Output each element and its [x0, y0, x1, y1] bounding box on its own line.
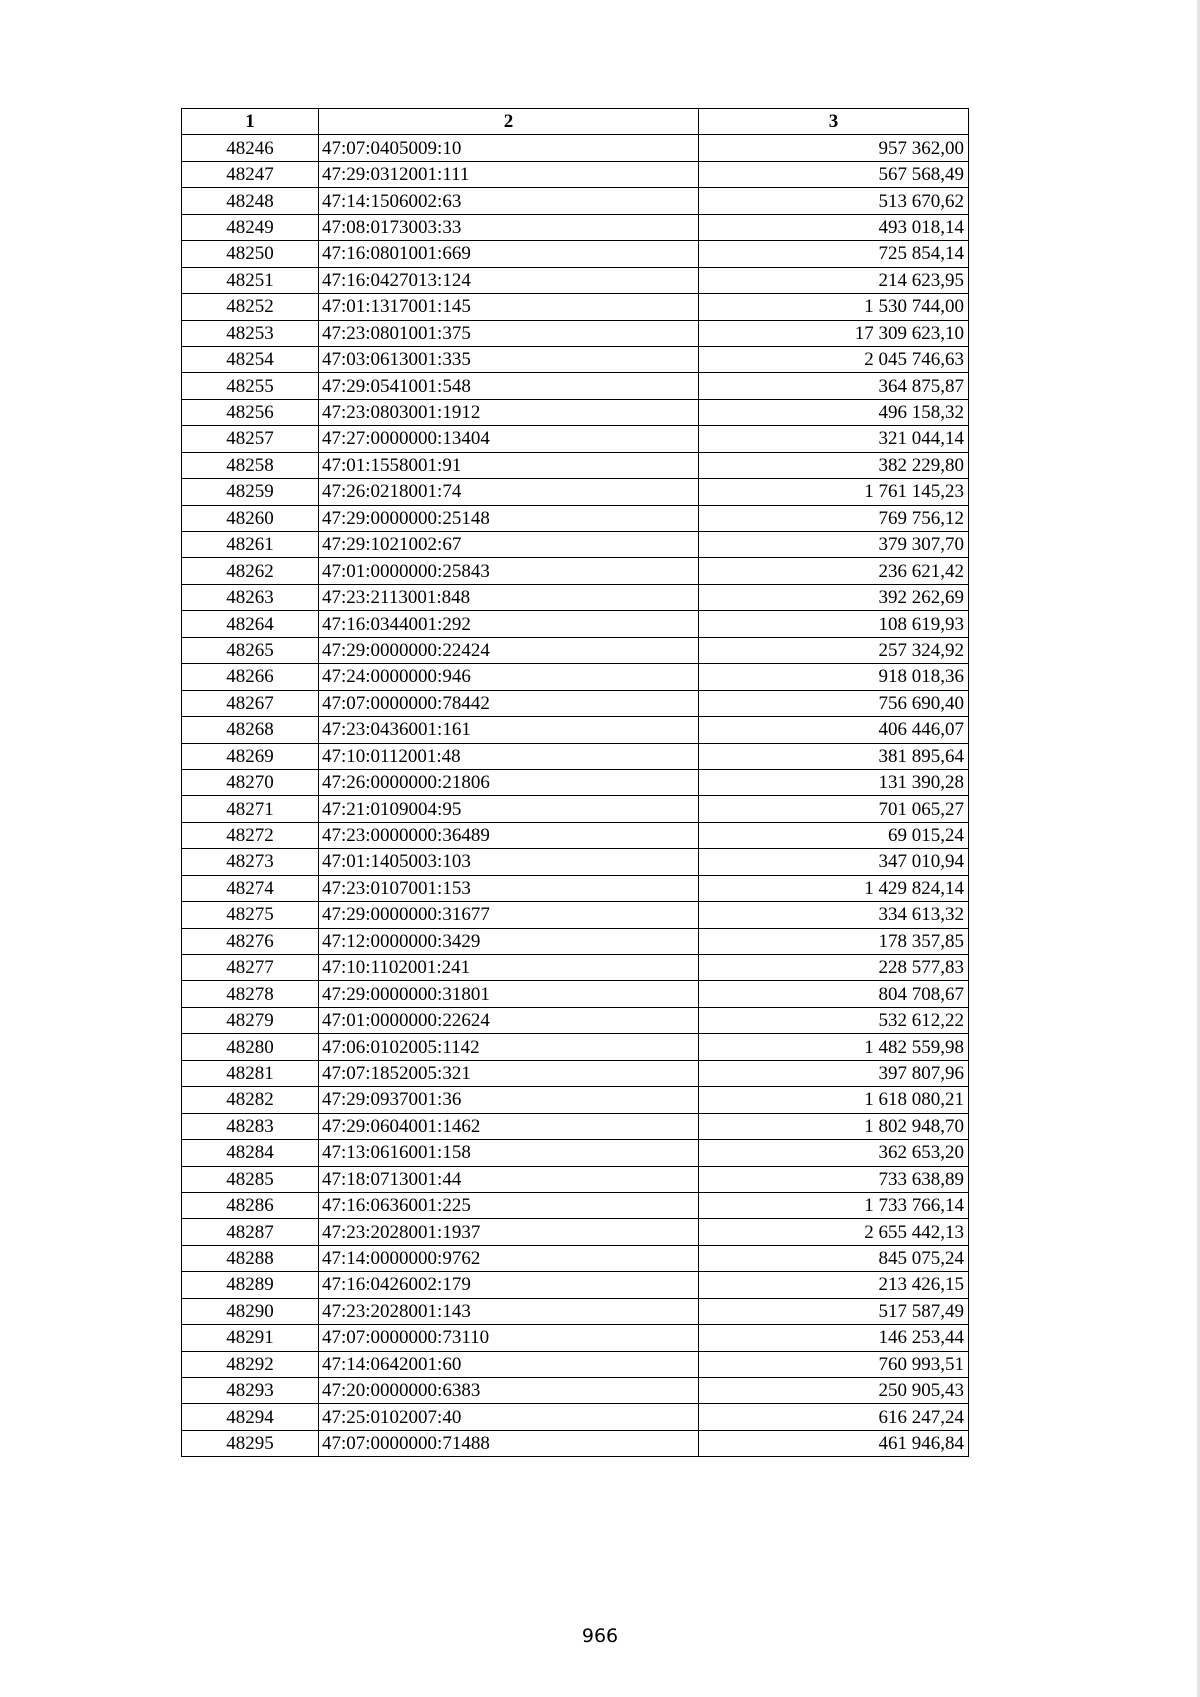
cadastral-value-cell: 17 309 623,10 [699, 320, 969, 346]
cadastral-value-cell: 1 761 145,23 [699, 479, 969, 505]
cadastral-number-cell: 47:07:1852005:321 [319, 1060, 699, 1086]
cadastral-value-cell: 1 802 948,70 [699, 1113, 969, 1139]
cadastral-value-cell: 918 018,36 [699, 664, 969, 690]
row-number-cell: 48277 [182, 955, 319, 981]
cadastral-value-table [181, 108, 969, 1457]
cadastral-number-cell: 47:23:0803001:1912 [319, 399, 699, 425]
cadastral-number-cell: 47:06:0102005:1142 [319, 1034, 699, 1060]
row-number-cell: 48273 [182, 849, 319, 875]
row-number-cell: 48283 [182, 1113, 319, 1139]
cadastral-value-cell: 214 623,95 [699, 267, 969, 293]
cadastral-value-cell: 496 158,32 [699, 399, 969, 425]
cadastral-number-cell: 47:24:0000000:946 [319, 664, 699, 690]
cadastral-value-cell: 381 895,64 [699, 743, 969, 769]
table-row [182, 1034, 969, 1060]
row-number-cell: 48287 [182, 1219, 319, 1245]
row-number-cell: 48279 [182, 1007, 319, 1033]
row-number-cell: 48254 [182, 346, 319, 372]
table-row [182, 849, 969, 875]
cadastral-value-cell: 178 357,85 [699, 928, 969, 954]
cadastral-number-cell: 47:08:0173003:33 [319, 214, 699, 240]
table-row [182, 1113, 969, 1139]
table-row [182, 743, 969, 769]
cadastral-value-cell: 131 390,28 [699, 769, 969, 795]
cadastral-number-cell: 47:29:0000000:31801 [319, 981, 699, 1007]
table-row [182, 294, 969, 320]
row-number-cell: 48268 [182, 717, 319, 743]
cadastral-number-cell: 47:07:0000000:71488 [319, 1430, 699, 1456]
cadastral-number-cell: 47:29:0000000:25148 [319, 505, 699, 531]
row-number-cell: 48260 [182, 505, 319, 531]
row-number-cell: 48280 [182, 1034, 319, 1060]
row-number-cell: 48266 [182, 664, 319, 690]
cadastral-number-cell: 47:10:1102001:241 [319, 955, 699, 981]
cadastral-number-cell: 47:14:0000000:9762 [319, 1245, 699, 1271]
cadastral-number-cell: 47:26:0000000:21806 [319, 769, 699, 795]
cadastral-number-cell: 47:16:0427013:124 [319, 267, 699, 293]
cadastral-number-cell: 47:29:0000000:31677 [319, 902, 699, 928]
cadastral-value-cell: 362 653,20 [699, 1140, 969, 1166]
cadastral-value-cell: 406 446,07 [699, 717, 969, 743]
table-row [182, 690, 969, 716]
table-row [182, 1430, 969, 1456]
table-row [182, 1351, 969, 1377]
table-row [182, 769, 969, 795]
cadastral-value-cell: 379 307,70 [699, 532, 969, 558]
row-number-cell: 48249 [182, 214, 319, 240]
row-number-cell: 48264 [182, 611, 319, 637]
row-number-cell: 48251 [182, 267, 319, 293]
cadastral-value-cell: 392 262,69 [699, 584, 969, 610]
row-number-cell: 48267 [182, 690, 319, 716]
cadastral-value-cell: 257 324,92 [699, 637, 969, 663]
cadastral-number-cell: 47:12:0000000:3429 [319, 928, 699, 954]
table-row [182, 1087, 969, 1113]
table-row [182, 558, 969, 584]
table-row [182, 1325, 969, 1351]
cadastral-value-cell: 250 905,43 [699, 1378, 969, 1404]
table-row [182, 1404, 969, 1430]
cadastral-value-cell: 347 010,94 [699, 849, 969, 875]
cadastral-value-cell: 701 065,27 [699, 796, 969, 822]
cadastral-value-cell: 513 670,62 [699, 188, 969, 214]
table-row [182, 135, 969, 161]
cadastral-number-cell: 47:01:0000000:22624 [319, 1007, 699, 1033]
row-number-cell: 48292 [182, 1351, 319, 1377]
cadastral-value-cell: 845 075,24 [699, 1245, 969, 1271]
row-number-cell: 48285 [182, 1166, 319, 1192]
cadastral-number-cell: 47:26:0218001:74 [319, 479, 699, 505]
cadastral-value-cell: 213 426,15 [699, 1272, 969, 1298]
cadastral-number-cell: 47:21:0109004:95 [319, 796, 699, 822]
table-row [182, 346, 969, 372]
cadastral-number-cell: 47:23:2113001:848 [319, 584, 699, 610]
table-row [182, 214, 969, 240]
cadastral-value-cell: 532 612,22 [699, 1007, 969, 1033]
row-number-cell: 48281 [182, 1060, 319, 1086]
header-col-1: 1 [182, 109, 319, 135]
row-number-cell: 48262 [182, 558, 319, 584]
row-number-cell: 48257 [182, 426, 319, 452]
table-row [182, 1140, 969, 1166]
table-row [182, 1166, 969, 1192]
header-col-2: 2 [319, 109, 699, 135]
cadastral-value-cell: 725 854,14 [699, 241, 969, 267]
table-row [182, 584, 969, 610]
cadastral-number-cell: 47:29:0312001:111 [319, 161, 699, 187]
row-number-cell: 48284 [182, 1140, 319, 1166]
cadastral-value-cell: 957 362,00 [699, 135, 969, 161]
cadastral-number-cell: 47:07:0000000:73110 [319, 1325, 699, 1351]
cadastral-number-cell: 47:23:2028001:143 [319, 1298, 699, 1324]
row-number-cell: 48288 [182, 1245, 319, 1271]
row-number-cell: 48247 [182, 161, 319, 187]
row-number-cell: 48261 [182, 532, 319, 558]
row-number-cell: 48275 [182, 902, 319, 928]
cadastral-number-cell: 47:23:0107001:153 [319, 875, 699, 901]
cadastral-value-cell: 236 621,42 [699, 558, 969, 584]
cadastral-value-cell: 461 946,84 [699, 1430, 969, 1456]
row-number-cell: 48253 [182, 320, 319, 346]
row-number-cell: 48294 [182, 1404, 319, 1430]
row-number-cell: 48282 [182, 1087, 319, 1113]
table-row [182, 717, 969, 743]
cadastral-value-cell: 616 247,24 [699, 1404, 969, 1430]
cadastral-value-cell: 517 587,49 [699, 1298, 969, 1324]
cadastral-value-cell: 2 045 746,63 [699, 346, 969, 372]
row-number-cell: 48255 [182, 373, 319, 399]
cadastral-number-cell: 47:23:2028001:1937 [319, 1219, 699, 1245]
cadastral-value-cell: 756 690,40 [699, 690, 969, 716]
cadastral-number-cell: 47:29:1021002:67 [319, 532, 699, 558]
cadastral-number-cell: 47:14:0642001:60 [319, 1351, 699, 1377]
table-row [182, 505, 969, 531]
cadastral-number-cell: 47:23:0436001:161 [319, 717, 699, 743]
row-number-cell: 48248 [182, 188, 319, 214]
table-row [182, 981, 969, 1007]
table-row [182, 955, 969, 981]
cadastral-value-cell: 1 530 744,00 [699, 294, 969, 320]
table-row [182, 1192, 969, 1218]
row-number-cell: 48252 [182, 294, 319, 320]
table-row [182, 928, 969, 954]
cadastral-value-cell: 1 733 766,14 [699, 1192, 969, 1218]
cadastral-number-cell: 47:29:0937001:36 [319, 1087, 699, 1113]
cadastral-value-cell: 1 482 559,98 [699, 1034, 969, 1060]
table-body [182, 135, 969, 1457]
cadastral-number-cell: 47:13:0616001:158 [319, 1140, 699, 1166]
cadastral-value-cell: 108 619,93 [699, 611, 969, 637]
table-row [182, 1007, 969, 1033]
cadastral-number-cell: 47:01:1558001:91 [319, 452, 699, 478]
cadastral-value-cell: 321 044,14 [699, 426, 969, 452]
table-row [182, 267, 969, 293]
cadastral-number-cell: 47:01:1317001:145 [319, 294, 699, 320]
cadastral-number-cell: 47:29:0000000:22424 [319, 637, 699, 663]
cadastral-number-cell: 47:29:0604001:1462 [319, 1113, 699, 1139]
table-row [182, 399, 969, 425]
header-row [182, 109, 969, 135]
row-number-cell: 48278 [182, 981, 319, 1007]
cadastral-value-cell: 760 993,51 [699, 1351, 969, 1377]
row-number-cell: 48271 [182, 796, 319, 822]
cadastral-number-cell: 47:25:0102007:40 [319, 1404, 699, 1430]
cadastral-number-cell: 47:01:0000000:25843 [319, 558, 699, 584]
row-number-cell: 48276 [182, 928, 319, 954]
cadastral-value-cell: 2 655 442,13 [699, 1219, 969, 1245]
table-row [182, 241, 969, 267]
cadastral-value-cell: 1 618 080,21 [699, 1087, 969, 1113]
cadastral-value-cell: 364 875,87 [699, 373, 969, 399]
table-header [182, 109, 969, 135]
cadastral-number-cell: 47:16:0344001:292 [319, 611, 699, 637]
cadastral-number-cell: 47:20:0000000:6383 [319, 1378, 699, 1404]
row-number-cell: 48274 [182, 875, 319, 901]
cadastral-value-cell: 334 613,32 [699, 902, 969, 928]
table-row [182, 161, 969, 187]
table-row [182, 611, 969, 637]
table-row [182, 426, 969, 452]
table-row [182, 373, 969, 399]
cadastral-value-cell: 228 577,83 [699, 955, 969, 981]
row-number-cell: 48286 [182, 1192, 319, 1218]
cadastral-value-cell: 733 638,89 [699, 1166, 969, 1192]
cadastral-value-cell: 493 018,14 [699, 214, 969, 240]
row-number-cell: 48289 [182, 1272, 319, 1298]
table-row [182, 1298, 969, 1324]
table-row [182, 1378, 969, 1404]
cadastral-number-cell: 47:16:0636001:225 [319, 1192, 699, 1218]
table-row [182, 532, 969, 558]
cadastral-value-cell: 69 015,24 [699, 822, 969, 848]
cadastral-value-cell: 769 756,12 [699, 505, 969, 531]
table-row [182, 875, 969, 901]
table-row [182, 452, 969, 478]
cadastral-number-cell: 47:16:0426002:179 [319, 1272, 699, 1298]
row-number-cell: 48290 [182, 1298, 319, 1324]
cadastral-number-cell: 47:07:0000000:78442 [319, 690, 699, 716]
row-number-cell: 48246 [182, 135, 319, 161]
row-number-cell: 48291 [182, 1325, 319, 1351]
cadastral-number-cell: 47:03:0613001:335 [319, 346, 699, 372]
cadastral-number-cell: 47:27:0000000:13404 [319, 426, 699, 452]
table-row [182, 664, 969, 690]
row-number-cell: 48263 [182, 584, 319, 610]
row-number-cell: 48258 [182, 452, 319, 478]
table-row [182, 902, 969, 928]
table-row [182, 1245, 969, 1271]
table-row [182, 1060, 969, 1086]
cadastral-number-cell: 47:07:0405009:10 [319, 135, 699, 161]
row-number-cell: 48295 [182, 1430, 319, 1456]
table-row [182, 1272, 969, 1298]
table-row [182, 637, 969, 663]
cadastral-value-cell: 567 568,49 [699, 161, 969, 187]
table-row [182, 320, 969, 346]
row-number-cell: 48259 [182, 479, 319, 505]
cadastral-number-cell: 47:16:0801001:669 [319, 241, 699, 267]
table-row [182, 796, 969, 822]
cadastral-number-cell: 47:23:0801001:375 [319, 320, 699, 346]
row-number-cell: 48269 [182, 743, 319, 769]
row-number-cell: 48265 [182, 637, 319, 663]
row-number-cell: 48270 [182, 769, 319, 795]
cadastral-value-cell: 804 708,67 [699, 981, 969, 1007]
cadastral-value-cell: 382 229,80 [699, 452, 969, 478]
cadastral-number-cell: 47:01:1405003:103 [319, 849, 699, 875]
cadastral-value-cell: 1 429 824,14 [699, 875, 969, 901]
row-number-cell: 48293 [182, 1378, 319, 1404]
cadastral-number-cell: 47:29:0541001:548 [319, 373, 699, 399]
row-number-cell: 48256 [182, 399, 319, 425]
cadastral-number-cell: 47:14:1506002:63 [319, 188, 699, 214]
cadastral-value-cell: 397 807,96 [699, 1060, 969, 1086]
table-row [182, 822, 969, 848]
row-number-cell: 48272 [182, 822, 319, 848]
cadastral-number-cell: 47:10:0112001:48 [319, 743, 699, 769]
row-number-cell: 48250 [182, 241, 319, 267]
cadastral-number-cell: 47:18:0713001:44 [319, 1166, 699, 1192]
table-row [182, 479, 969, 505]
cadastral-value-cell: 146 253,44 [699, 1325, 969, 1351]
page-number: 966 [581, 1625, 619, 1647]
table-row [182, 188, 969, 214]
cadastral-number-cell: 47:23:0000000:36489 [319, 822, 699, 848]
table-row [182, 1219, 969, 1245]
header-col-3: 3 [699, 109, 969, 135]
